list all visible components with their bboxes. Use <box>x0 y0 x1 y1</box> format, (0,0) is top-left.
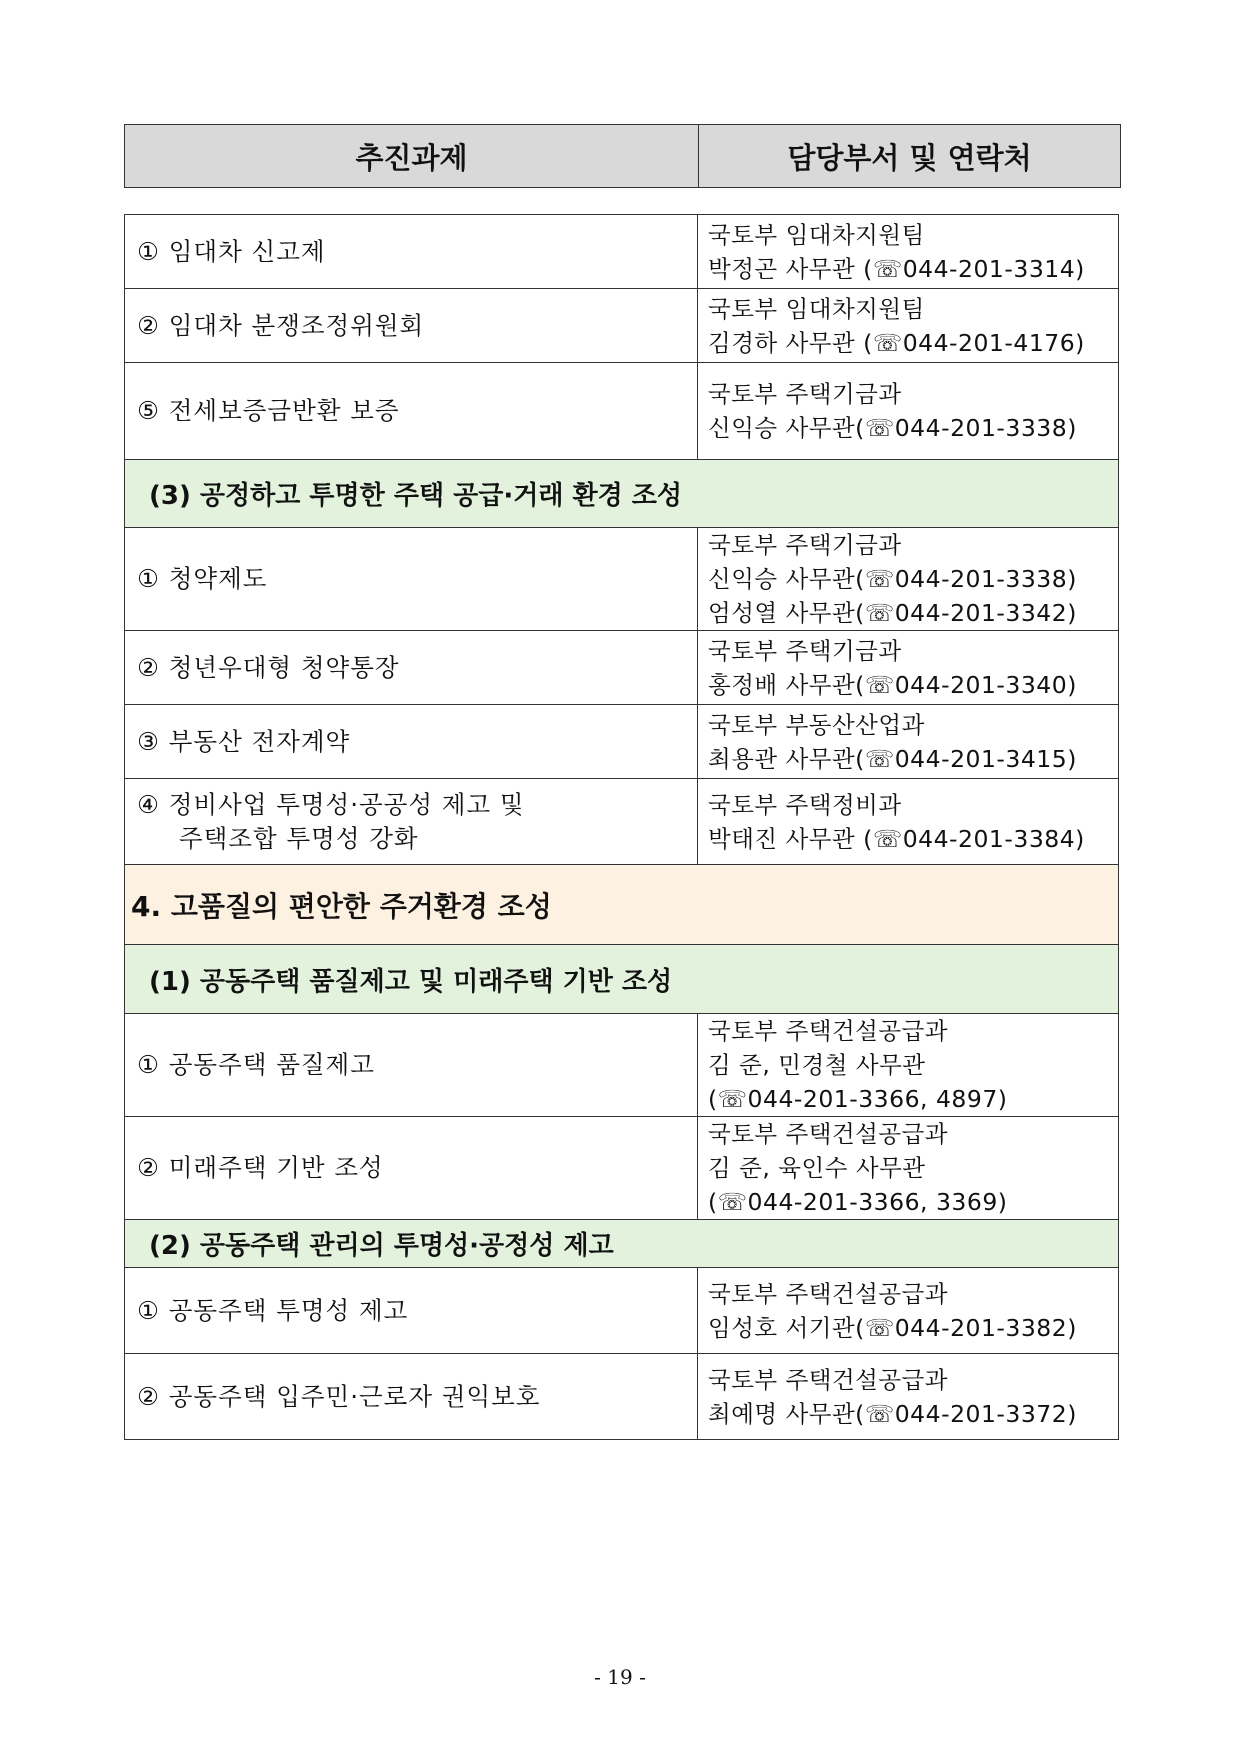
task-cell <box>125 1117 698 1220</box>
contact-cell <box>698 631 1119 705</box>
contact-table <box>124 214 1119 1440</box>
section-row <box>125 460 1119 528</box>
task-cell <box>125 705 698 779</box>
task-text: ② 임대차 분쟁조정위원회 <box>137 310 425 340</box>
contact-person: 임성호 서기관(☏044-201-3382) <box>708 1313 1077 1342</box>
contact-cell <box>698 1014 1119 1117</box>
task-text: ① 임대차 신고제 <box>137 236 326 266</box>
task-text: ① 공동주택 품질제고 <box>137 1050 375 1079</box>
task-cell <box>125 289 698 363</box>
contact-cell <box>698 705 1119 779</box>
department: 국토부 주택건설공급과 <box>708 1365 948 1394</box>
department: 국토부 부동산산업과 <box>708 710 925 739</box>
task-text: ⑤ 전세보증금반환 보증 <box>137 396 400 425</box>
table-row <box>125 631 1119 705</box>
contact-phone: (☏044-201-3366, 4897) <box>708 1085 1008 1113</box>
contact-person: 박태진 사무관 (☏044-201-3384) <box>708 824 1085 853</box>
header-contact: 담당부서 및 연락처 <box>699 125 1121 188</box>
contact-cell <box>698 1268 1119 1354</box>
table-row <box>125 1268 1119 1354</box>
contact-person: 김 준, 민경철 사무관 <box>708 1051 926 1079</box>
contact-person: 박정곤 사무관 (☏044-201-3314) <box>708 254 1085 283</box>
department: 국토부 주택기금과 <box>708 636 902 665</box>
chapter-row <box>125 865 1119 945</box>
contact-cell <box>698 1354 1119 1440</box>
department: 국토부 주택정비과 <box>708 790 902 819</box>
contact-person: 최용관 사무관(☏044-201-3415) <box>708 744 1077 773</box>
task-text: ① 청약제도 <box>137 564 268 593</box>
table-header <box>124 124 1121 188</box>
department: 국토부 임대차지원팀 <box>708 220 925 249</box>
task-cell <box>125 779 698 865</box>
task-text-continued: 주택조합 투명성 강화 <box>179 823 419 853</box>
section-title: (1) 공동주택 품질제고 및 미래주택 기반 조성 <box>125 945 1119 1014</box>
task-text: ④ 정비사업 투명성·공공성 제고 및 <box>137 789 525 819</box>
section-row <box>125 1220 1119 1268</box>
section-title: (2) 공동주택 관리의 투명성·공정성 제고 <box>125 1220 1119 1268</box>
contact-cell <box>698 528 1119 631</box>
table-row <box>125 289 1119 363</box>
task-cell <box>125 363 698 460</box>
task-cell <box>125 1268 698 1354</box>
contact-person: 신익승 사무관(☏044-201-3338) <box>708 565 1077 593</box>
contact-person: 홍정배 사무관(☏044-201-3340) <box>708 670 1077 699</box>
department: 국토부 주택건설공급과 <box>708 1120 948 1148</box>
chapter-title: 4. 고품질의 편안한 주거환경 조성 <box>125 865 1119 945</box>
task-text: ③ 부동산 전자계약 <box>137 726 351 756</box>
table-row <box>125 705 1119 779</box>
table-row <box>125 1014 1119 1117</box>
task-cell <box>125 1354 698 1440</box>
header-task: 추진과제 <box>125 125 699 188</box>
contact-person: 최예명 사무관(☏044-201-3372) <box>708 1399 1077 1428</box>
contact-person: 신익승 사무관(☏044-201-3338) <box>708 414 1077 442</box>
contact-person: 김경하 사무관 (☏044-201-4176) <box>708 328 1085 357</box>
task-text: ② 청년우대형 청약통장 <box>137 652 400 682</box>
contact-cell <box>698 363 1119 460</box>
table-row <box>125 528 1119 631</box>
section-row <box>125 945 1119 1014</box>
contact-cell <box>698 1117 1119 1220</box>
table-row <box>125 363 1119 460</box>
page-number: - 19 - <box>594 1665 646 1689</box>
task-text: ① 공동주택 투명성 제고 <box>137 1295 409 1325</box>
department: 국토부 주택건설공급과 <box>708 1017 948 1045</box>
task-cell <box>125 528 698 631</box>
department: 국토부 주택건설공급과 <box>708 1279 948 1308</box>
table-row <box>125 779 1119 865</box>
contact-phone: (☏044-201-3366, 3369) <box>708 1188 1008 1216</box>
task-cell <box>125 215 698 289</box>
task-cell <box>125 631 698 705</box>
section-title: (3) 공정하고 투명한 주택 공급·거래 환경 조성 <box>125 460 1119 528</box>
contact-person: 엄성열 사무관(☏044-201-3342) <box>708 599 1077 627</box>
department: 국토부 주택기금과 <box>708 380 902 408</box>
contact-cell <box>698 215 1119 289</box>
task-text: ② 미래주택 기반 조성 <box>137 1153 384 1182</box>
department: 국토부 임대차지원팀 <box>708 294 925 323</box>
contact-cell <box>698 289 1119 363</box>
department: 국토부 주택기금과 <box>708 531 902 559</box>
table-row <box>125 1117 1119 1220</box>
contact-person: 김 준, 육인수 사무관 <box>708 1154 926 1182</box>
table-row <box>125 215 1119 289</box>
task-text: ② 공동주택 입주민·근로자 권익보호 <box>137 1381 541 1411</box>
contact-cell <box>698 779 1119 865</box>
task-cell <box>125 1014 698 1117</box>
table-row <box>125 1354 1119 1440</box>
